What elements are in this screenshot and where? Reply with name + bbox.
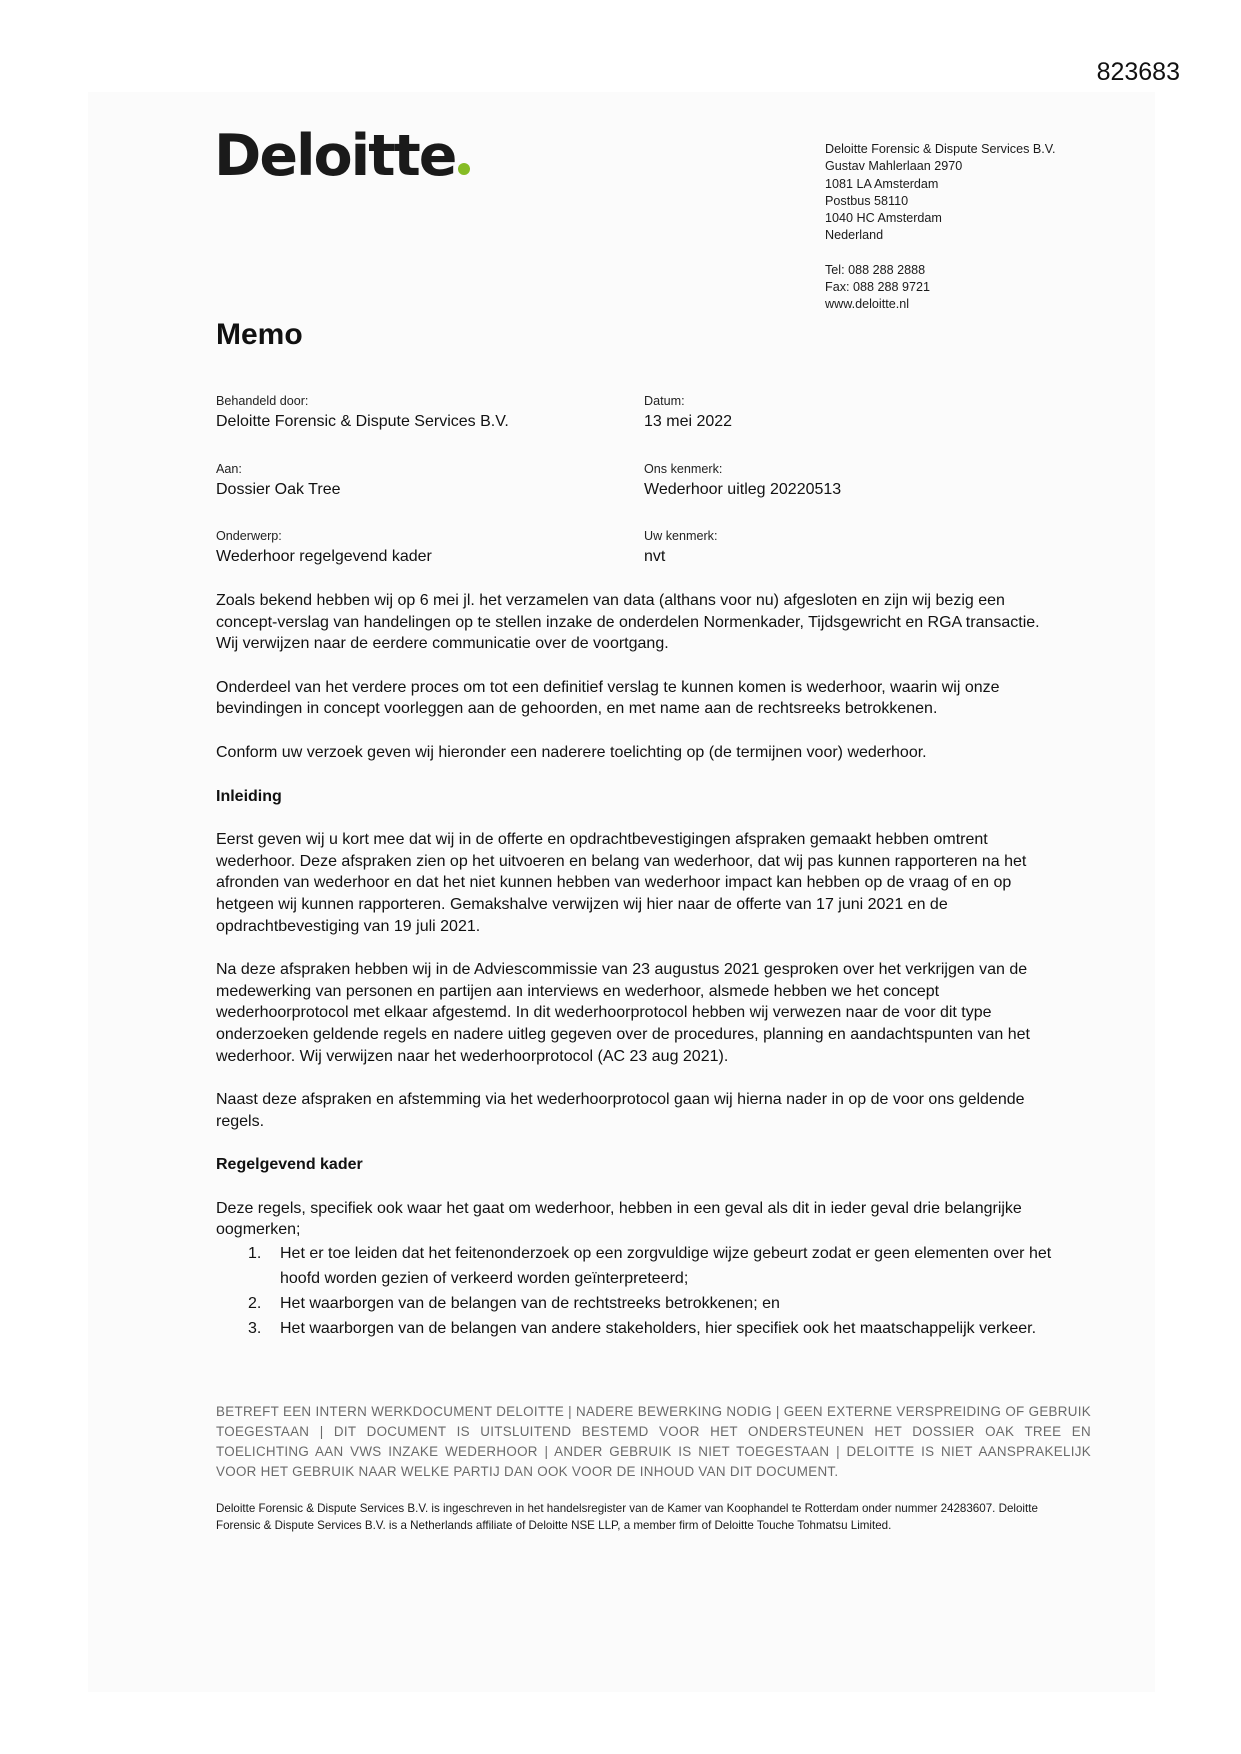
address-line: Gustav Mahlerlaan 2970	[825, 159, 963, 174]
address-line: Deloitte Forensic & Dispute Services B.V.	[825, 142, 1056, 156]
address-spacer	[825, 245, 1056, 262]
address-line: 1081 LA Amsterdam	[825, 176, 939, 191]
meta-aan	[216, 462, 340, 499]
document-id: 823683	[1096, 58, 1180, 86]
meta-value: Wederhoor uitleg 20220513	[644, 481, 842, 498]
meta-ons-kenmerk	[644, 462, 841, 499]
list-text: Het er toe leiden dat het feitenonderzoek op een zorgvuldige wijze gebeurt zodat er geen elementen over het hoofd worden gezien of verkeerd worden geïnterpreteerd;	[280, 1245, 1052, 1288]
meta-behandeld-door	[216, 394, 509, 431]
list-text: Het waarborgen van de belangen van de rechtstreeks betrokkenen; en	[280, 1295, 780, 1313]
address-line: Nederland	[825, 228, 884, 243]
paragraph: Onderdeel van het verdere proces om tot een definitief verslag te kunnen komen is wederhoor, waarin wij onze bevindingen in concept voorleggen aan de gehoorden, en met name aan de rechtsreeks betrokkenen.	[216, 678, 1000, 718]
paragraph: Deze regels, specifiek ook waar het gaat om wederhoor, hebben in een geval als dit in ieder geval drie belangrijke oogmerken;	[216, 1199, 1022, 1239]
list-item	[216, 1291, 1066, 1316]
list-number: 2.	[248, 1295, 262, 1313]
meta-value: Wederhoor regelgevend kader	[216, 548, 432, 565]
company-address	[825, 141, 1056, 314]
confidentiality-disclaimer: BETREFT EEN INTERN WERKDOCUMENT DELOITTE | NADERE BEWERKING NODIG | GEEN EXTERNE VERSPREIDING OF GEBRUIK TOEGESTAAN | DIT DOCUMENT IS UITSLUITEND BESTEMD VOOR HET ONDERSTEUNEN HET DOSSIER OAK TREE EN TOELICHTING AAN VWS INZAKE WEDERHOOR | ANDER GEBRUIK IS NIET TOEGESTAAN | DELOITTE IS NIET AANSPRAKELIJK VOOR HET GEBRUIK NAAR WELKE PARTIJ DAN OOK VOOR DE INHOUD VAN DIT DOCUMENT.	[216, 1404, 1091, 1479]
list-number: 1.	[248, 1245, 262, 1263]
list-item	[216, 1241, 1066, 1291]
paragraph: Conform uw verzoek geven wij hieronder een naderere toelichting op (de termijnen voor) wederhoor.	[216, 743, 927, 761]
deloitte-logo	[214, 123, 470, 189]
numbered-list	[216, 1241, 1066, 1341]
paragraph: Na deze afspraken hebben wij in de Adviescommissie van 23 augustus 2021 gesproken over het verkrijgen van de medewerking van personen en partijen aan interviews en wederhoor, alsmede hebben we het concept wederhoorprotocol met elkaar afgestemd. In dit wederhoorprotocol hebben wij verwezen naar de voor dit type onderzoeken geldende regels en nadere uitleg gegeven over de procedures, planning en aandachtspunten van het wederhoor. Wij verwijzen naar het wederhoorprotocol (AC 23 aug 2021).	[216, 961, 1030, 1065]
address-line: Postbus 58110	[825, 193, 909, 208]
section-heading-regelgevend-kader: Regelgevend kader	[216, 1156, 363, 1174]
list-number: 3.	[248, 1320, 262, 1338]
meta-uw-kenmerk	[644, 529, 717, 566]
memo-body	[216, 590, 1066, 1341]
footer-legal-notice: Deloitte Forensic & Dispute Services B.V. is ingeschreven in het handelsregister van de Kamer van Koophandel te Rotterdam onder nummer 24283607. Deloitte Forensic & Dispute Services B.V. is a Netherlands affiliate of Deloitte NSE LLP, a member firm of Deloitte Touche Tohmatsu Limited.	[216, 1502, 1038, 1533]
paragraph: Naast deze afspraken en afstemming via het wederhoorprotocol gaan wij hierna nader in op de voor ons geldende regels.	[216, 1091, 1025, 1130]
address-line: 1040 HC Amsterdam	[825, 211, 942, 226]
logo-dot-icon	[458, 163, 470, 175]
meta-label: Behandeld door:	[216, 394, 309, 408]
meta-value: Dossier Oak Tree	[216, 481, 341, 498]
meta-label: Aan:	[216, 462, 242, 476]
meta-label: Onderwerp:	[216, 529, 282, 543]
memo-title: Memo	[216, 318, 303, 351]
logo-text: Deloitte	[214, 123, 456, 189]
contact-fax: Fax: 088 288 9721	[825, 280, 931, 295]
meta-label: Datum:	[644, 394, 685, 408]
paragraph: Zoals bekend hebben wij op 6 mei jl. het verzamelen van data (althans voor nu) afgesloten en zijn wij bezig een concept-verslag van handelingen op te stellen inzake de onderdelen Normenkader, Tijdsgewricht en RGA transactie. Wij verwijzen naar de eerdere communicatie over de voortgang.	[216, 592, 1040, 653]
list-text: Het waarborgen van de belangen van andere stakeholders, hier specifiek ook het maatschappelijk verkeer.	[280, 1320, 1037, 1338]
list-item	[216, 1316, 1066, 1341]
meta-label: Uw kenmerk:	[644, 529, 718, 543]
meta-onderwerp	[216, 529, 432, 566]
meta-value: nvt	[644, 548, 666, 565]
contact-phone: Tel: 088 288 2888	[825, 262, 926, 277]
meta-label: Ons kenmerk:	[644, 462, 723, 476]
section-heading-inleiding: Inleiding	[216, 787, 282, 805]
meta-value: 13 mei 2022	[644, 413, 733, 430]
contact-website[interactable]: www.deloitte.nl	[825, 297, 909, 312]
paragraph: Eerst geven wij u kort mee dat wij in de offerte en opdrachtbevestigingen afspraken gemaakt hebben omtrent wederhoor. Deze afspraken zien op het uitvoeren en belang van wederhoor, dat wij pas kunnen rapporteren na het afronden van wederhoor en dat het niet kunnen hebben van wederhoor impact kan hebben op de vraag of en op hetgeen wij kunnen rapporteren. Gemakshalve verwijzen wij hier naar de offerte van 17 juni 2021 en de opdrachtbevestiging van 19 juli 2021.	[216, 831, 1027, 935]
meta-value: Deloitte Forensic & Dispute Services B.V.	[216, 413, 509, 430]
meta-datum	[644, 394, 732, 431]
